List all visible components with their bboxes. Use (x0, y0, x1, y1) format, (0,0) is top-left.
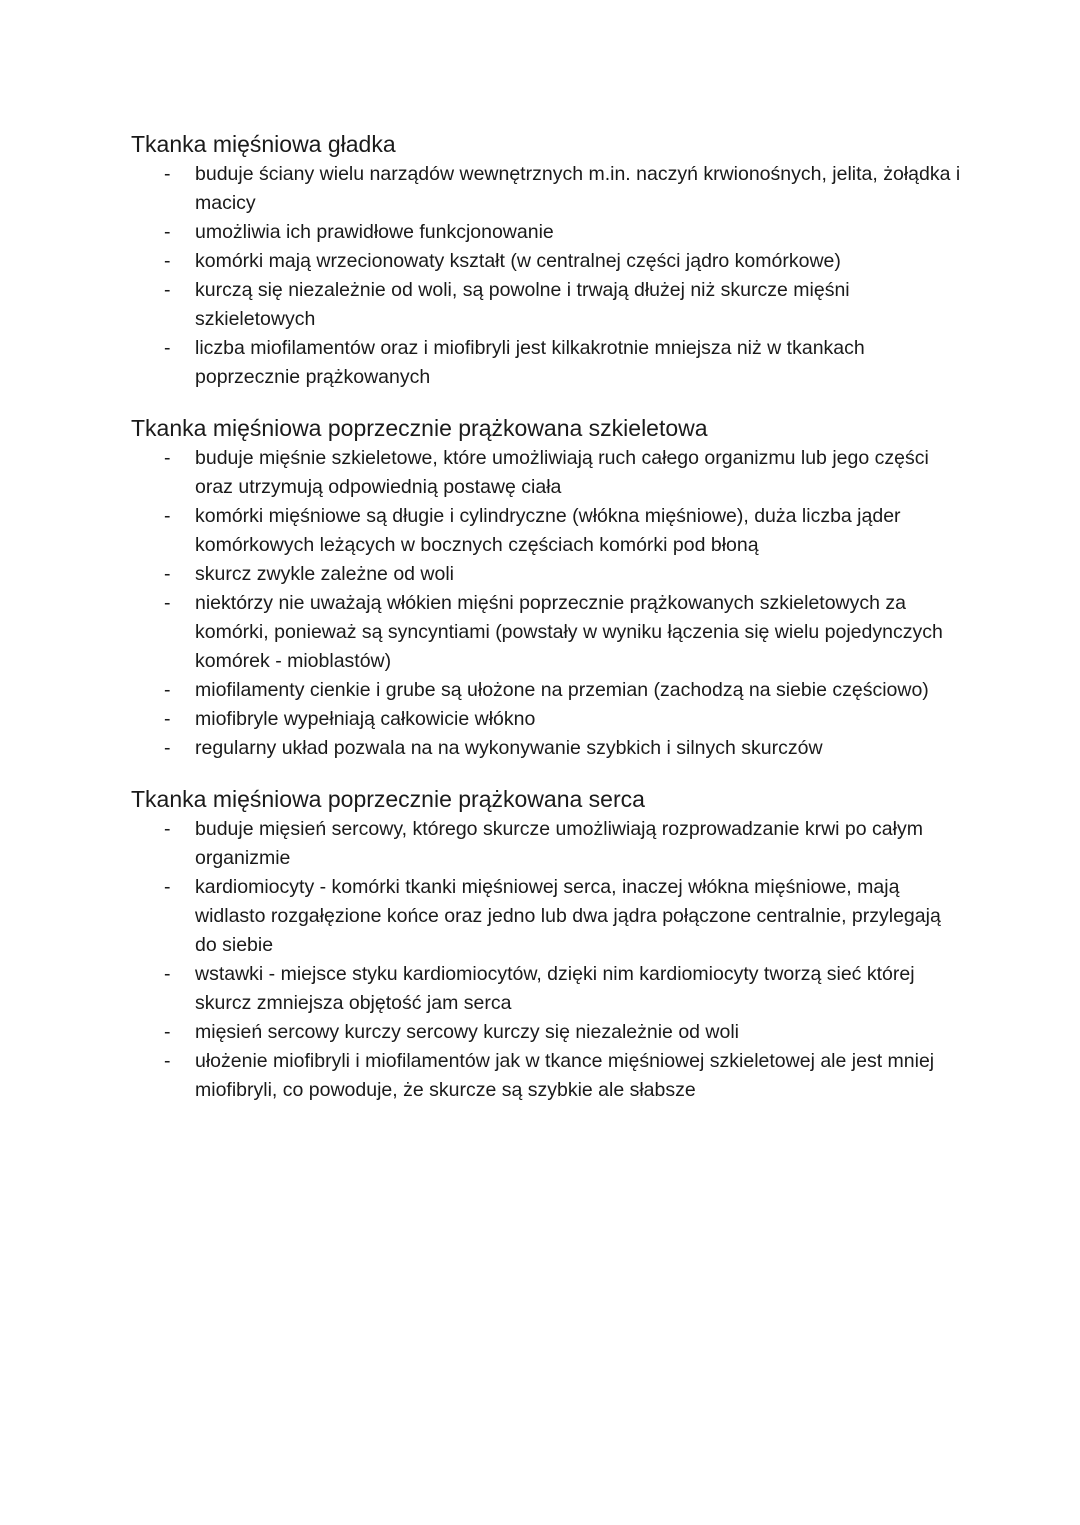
list-item-text: kurczą się niezależnie od woli, są powolne i trwają dłużej niż skurcze mięśni szkieletowych (195, 279, 850, 330)
list-item (131, 705, 961, 734)
bullet-dash: - (164, 737, 171, 759)
section-smooth-muscle (131, 128, 961, 392)
list-item (131, 502, 961, 560)
bullet-dash: - (164, 563, 171, 585)
list-item-text: miofibryle wypełniają całkowicie włókno (195, 708, 536, 730)
list-item (131, 160, 961, 218)
bullet-list (131, 815, 961, 1105)
section-title: Tkanka mięśniowa poprzecznie prążkowana serca (131, 786, 645, 812)
bullet-dash: - (164, 1021, 171, 1043)
bullet-dash: - (164, 818, 171, 840)
list-item-text: wstawki - miejsce styku kardiomiocytów, dzięki nim kardiomiocyty tworzą sieć której skurcz zmniejsza objętość jam serca (195, 963, 915, 1014)
list-item-text: skurcz zwykle zależne od woli (195, 563, 455, 585)
list-item (131, 734, 961, 763)
list-item (131, 1047, 961, 1105)
list-item (131, 444, 961, 502)
list-item (131, 560, 961, 589)
list-item-text: miofilamenty cienkie i grube są ułożone na przemian (zachodzą na siebie częściowo) (195, 679, 929, 701)
section-cardiac-muscle (131, 783, 961, 1105)
list-item (131, 960, 961, 1018)
bullet-dash: - (164, 679, 171, 701)
bullet-dash: - (164, 221, 171, 243)
list-item (131, 676, 961, 705)
list-item-text: ułożenie miofibryli i miofilamentów jak w tkance mięśniowej szkieletowej ale jest mniej miofibryli, co powoduje, że skurcze są szybkie ale słabsze (195, 1050, 935, 1101)
bullet-dash: - (164, 163, 171, 185)
bullet-list (131, 160, 961, 392)
bullet-dash: - (164, 708, 171, 730)
list-item (131, 873, 961, 960)
list-item-text: komórki mięśniowe są długie i cylindryczne (włókna mięśniowe), duża liczba jąder komórkowych leżących w bocznych częściach komórki pod błoną (195, 505, 901, 556)
bullet-dash: - (164, 876, 171, 898)
list-item (131, 276, 961, 334)
bullet-dash: - (164, 337, 171, 359)
list-item (131, 247, 961, 276)
document-page (131, 128, 961, 1125)
section-title: Tkanka mięśniowa gładka (131, 131, 396, 157)
list-item-text: mięsień sercowy kurczy sercowy kurczy się niezależnie od woli (195, 1021, 740, 1043)
bullet-list (131, 444, 961, 763)
list-item (131, 1018, 961, 1047)
list-item-text: komórki mają wrzecionowaty kształt (w centralnej części jądro komórkowe) (195, 250, 841, 272)
bullet-dash: - (164, 505, 171, 527)
bullet-dash: - (164, 447, 171, 469)
bullet-dash: - (164, 1050, 171, 1072)
bullet-dash: - (164, 250, 171, 272)
list-item-text: buduje mięsień sercowy, którego skurcze umożliwiają rozprowadzanie krwi po całym organizmie (195, 818, 923, 869)
section-title: Tkanka mięśniowa poprzecznie prążkowana szkieletowa (131, 415, 708, 441)
list-item-text: buduje ściany wielu narządów wewnętrznych m.in. naczyń krwionośnych, jelita, żołądka i macicy (195, 163, 961, 214)
section-skeletal-muscle (131, 412, 961, 763)
bullet-dash: - (164, 963, 171, 985)
list-item-text: niektórzy nie uważają włókien mięśni poprzecznie prążkowanych szkieletowych za komórki, ponieważ są syncyntiami (powstały w wyniku łączenia się wielu pojedynczych komórek - mioblastów) (195, 592, 943, 672)
list-item-text: buduje mięśnie szkieletowe, które umożliwiają ruch całego organizmu lub jego części oraz utrzymują odpowiednią postawę ciała (195, 447, 929, 498)
list-item (131, 589, 961, 676)
list-item (131, 334, 961, 392)
list-item-text: liczba miofilamentów oraz i miofibryli jest kilkakrotnie mniejsza niż w tkankach poprzecznie prążkowanych (195, 337, 865, 388)
list-item (131, 815, 961, 873)
list-item-text: umożliwia ich prawidłowe funkcjonowanie (195, 221, 554, 243)
list-item-text: regularny układ pozwala na na wykonywanie szybkich i silnych skurczów (195, 737, 823, 759)
bullet-dash: - (164, 592, 171, 614)
list-item (131, 218, 961, 247)
bullet-dash: - (164, 279, 171, 301)
list-item-text: kardiomiocyty - komórki tkanki mięśniowej serca, inaczej włókna mięśniowe, mają widlasto rozgałęzione końce oraz jedno lub dwa jądra połączone centralnie, przylegają do siebie (195, 876, 941, 956)
